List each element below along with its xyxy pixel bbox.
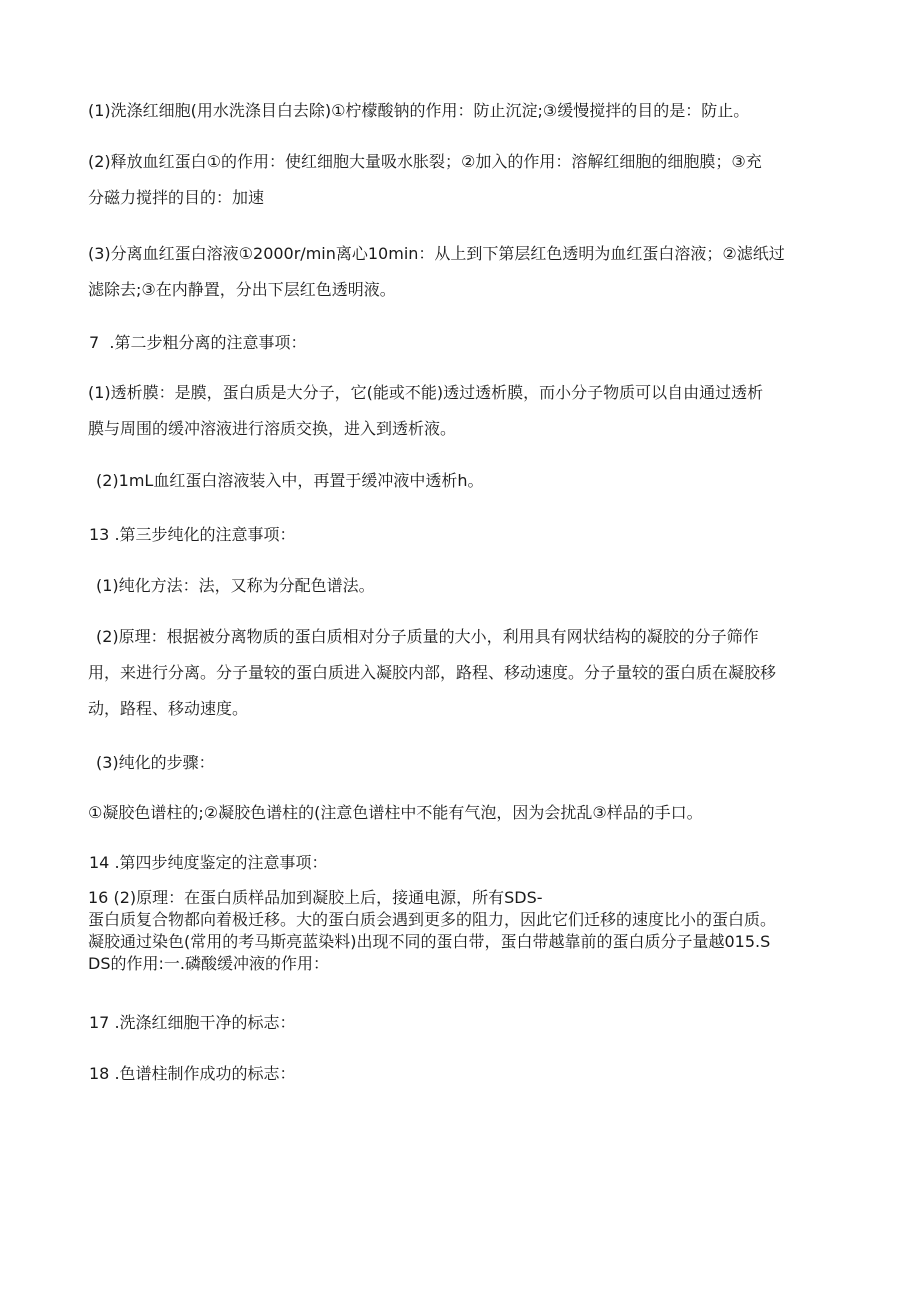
question-18 bbox=[89, 1056, 834, 1092]
text-line: 蛋白质复合物都向着极迁移。大的蛋白质会遇到更多的阻力，因此它们迁移的速度比小的蛋白质。 bbox=[88, 910, 777, 929]
text-line: 分磁力搅拌的目的：加速 bbox=[88, 188, 265, 207]
paragraph-dialysis-membrane bbox=[88, 375, 833, 447]
paragraph-principle bbox=[88, 619, 841, 727]
paragraph-separate-hemoglobin bbox=[88, 236, 833, 308]
text-line: 14 .第四步纯度鉴定的注意事项： bbox=[89, 853, 328, 872]
text-line: (3)分离血红蛋白溶液①2000r/min离心10min：从上到下第层红色透明为血红蛋白溶液；②滤纸过 bbox=[88, 244, 785, 263]
paragraph-dialysis-bag bbox=[96, 463, 841, 499]
text-line: (1)透析膜：是膜，蛋白质是大分子，它(能或不能)透过透析膜，而小分子物质可以自由通过透析 bbox=[88, 383, 764, 402]
text-line: 7 .第二步粗分离的注意事项： bbox=[89, 333, 307, 352]
text-line: (1)洗涤红细胞(用水洗涤目白去除)①柠檬酸钠的作用：防止沉淀;③缓慢搅拌的目的是：防止。 bbox=[88, 101, 750, 120]
text-line: (2)释放血红蛋白①的作用：使红细胞大量吸水胀裂；②加入的作用：溶解红细胞的细胞膜；③充 bbox=[88, 152, 762, 171]
text-line: 17 .洗涤红细胞干净的标志： bbox=[89, 1013, 296, 1032]
text-line: 动，路程、移动速度。 bbox=[88, 699, 249, 718]
heading-step3 bbox=[89, 517, 834, 553]
question-17 bbox=[89, 1005, 834, 1041]
paragraph-purification-steps bbox=[96, 745, 841, 781]
paragraph-purification-method bbox=[96, 568, 841, 604]
text-line: 滤除去;③在内静置，分出下层红色透明液。 bbox=[88, 280, 396, 299]
heading-step2 bbox=[89, 325, 834, 361]
paragraph-release-hemoglobin bbox=[88, 144, 833, 216]
text-line: 凝胶通过染色(常用的考马斯亮蓝染料)出现不同的蛋白带，蛋白带越靠前的蛋白质分子量越015.S bbox=[88, 932, 771, 951]
text-line: (2)1mL血红蛋白溶液装入中，再置于缓冲液中透析h。 bbox=[96, 471, 484, 490]
text-line: 16 (2)原理：在蛋白质样品加到凝胶上后，接通电源，所有SDS- bbox=[88, 888, 543, 907]
paragraph-wash-red-cells bbox=[88, 93, 833, 129]
text-line: ①凝胶色谱柱的;②凝胶色谱柱的(注意色谱柱中不能有气泡，因为会扰乱③样品的手口。 bbox=[88, 803, 703, 822]
paragraph-electrophoresis bbox=[88, 887, 833, 975]
text-line: (1)纯化方法：法，又称为分配色谱法。 bbox=[96, 576, 375, 595]
text-line: 18 .色谱柱制作成功的标志： bbox=[89, 1064, 296, 1083]
heading-step4 bbox=[89, 845, 834, 881]
text-line: 13 .第三步纯化的注意事项： bbox=[89, 525, 296, 544]
text-line: 膜与周围的缓冲溶液进行溶质交换，进入到透析液。 bbox=[88, 419, 457, 438]
paragraph-gel-column bbox=[88, 795, 833, 831]
text-line: (2)原理：根据被分离物质的蛋白质相对分子质量的大小，利用具有网状结构的凝胶的分子筛作 bbox=[96, 627, 759, 646]
text-line: (3)纯化的步骤： bbox=[96, 753, 215, 772]
text-line: DS的作用:一.磷酸缓冲液的作用： bbox=[88, 954, 329, 973]
text-line: 用，来进行分离。分子量较的蛋白质进入凝胶内部，路程、移动速度。分子量较的蛋白质在凝胶移 bbox=[88, 663, 777, 682]
